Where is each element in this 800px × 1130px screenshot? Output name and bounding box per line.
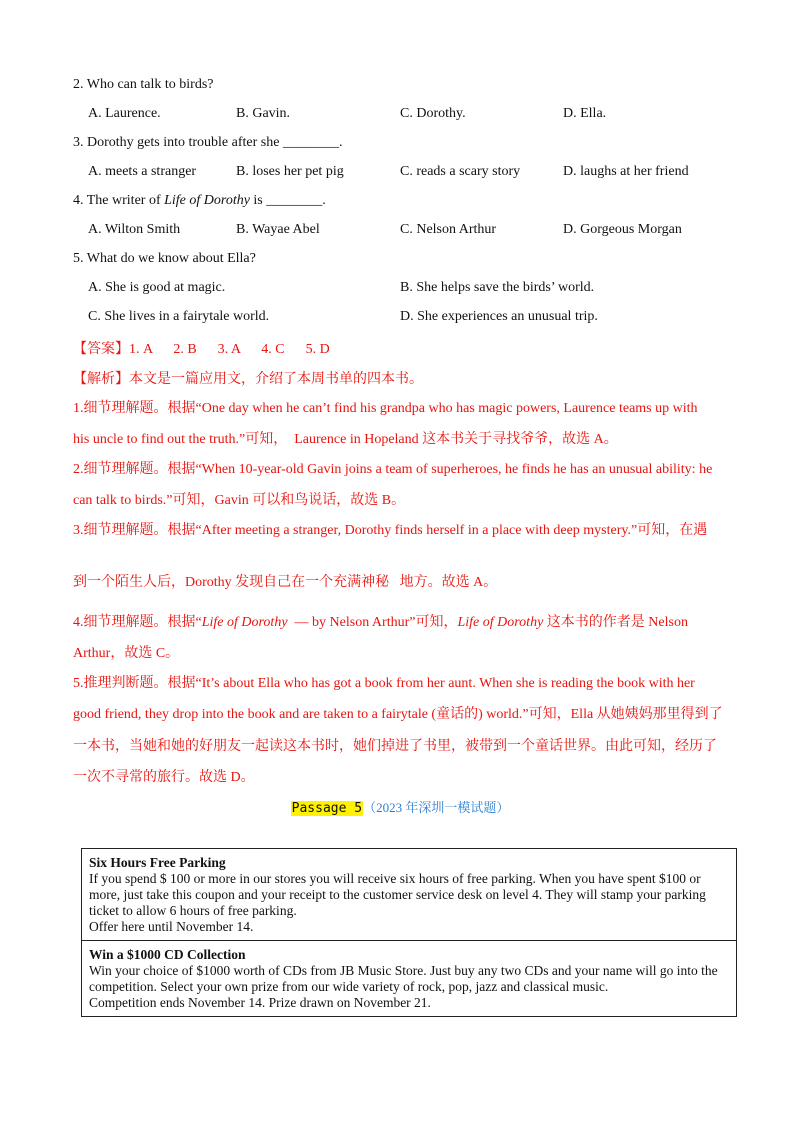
explanation-4-line-2: Arthur，故选 C。 xyxy=(73,646,180,661)
explanation-2-line-1: 2.细节理解题。根据“When 10-year-old Gavin joins a team of superheroes, he finds he has an unusual ability: he xyxy=(73,462,713,477)
question-3-stem: 3. Dorothy gets into trouble after she ________. xyxy=(73,135,343,150)
explanation-5-line-2: good friend, they drop into the book and are taken to a fairytale (童话的) world.”可知，Ella 从她姨妈那里得到了 xyxy=(73,707,723,722)
question-5-option-a: A. She is good at magic. xyxy=(88,280,226,295)
explanation-4-book-title: Life of Dorothy xyxy=(201,615,288,630)
question-2-option-a: A. Laurence. xyxy=(88,106,161,121)
explanation-5-line-3: 一本书，当她和她的好朋友一起读这本书时，她们掉进了书里，被带到一个童话世界。由此可知，经历了 xyxy=(73,739,717,754)
explanation-1-line-1: 1.细节理解题。根据“One day when he can’t find his grandpa who has magic powers, Laurence teams up with xyxy=(73,401,698,416)
explanation-5-line-4: 一次不寻常的旅行。故选 D。 xyxy=(73,770,255,785)
analysis-intro: 【解析】本文是一篇应用文，介绍了本周书单的四本书。 xyxy=(73,372,423,387)
explanation-3-line-1: 3.细节理解题。根据“After meeting a stranger, Dorothy finds herself in a place with deep mystery.”可知，在遇 xyxy=(73,523,708,538)
question-3-option-d: D. laughs at her friend xyxy=(563,164,689,179)
ad-cd-body: Win your choice of $1000 worth of CDs from JB Music Store. Just buy any two CDs and your name will go into the competition. Select your own prize from our wide variety of rock, pop, jazz and classical music. xyxy=(89,963,718,994)
ad-parking-body: If you spend $ 100 or more in our stores you will receive six hours of free parking. When you have spent $100 or more, just take this coupon and your receipt to the customer service desk on level 4. They will stamp your parking ticket to allow 6 hours of free parking. xyxy=(89,871,706,918)
question-4-stem xyxy=(73,193,326,209)
question-2-stem: 2. Who can talk to birds? xyxy=(73,77,214,92)
explanation-4-book-title-2: Life of Dorothy xyxy=(457,615,544,630)
question-2-option-c: C. Dorothy. xyxy=(400,106,466,121)
passage-label: Passage 5 xyxy=(291,801,363,816)
question-3-option-b: B. loses her pet pig xyxy=(236,164,344,179)
ad-cd-title: Win a $1000 CD Collection xyxy=(89,947,246,962)
explanation-4-mid: — by Nelson Arthur”可知， xyxy=(287,615,458,630)
question-2-option-b: B. Gavin. xyxy=(236,106,291,121)
ad-parking-note: Offer here until November 14. xyxy=(89,919,254,934)
explanation-4-post: 这本书的作者是 Nelson xyxy=(543,615,688,630)
explanation-1-line-2: his uncle to find out the truth.”可知， Laurence in Hopeland 这本书关于寻找爷爷，故选 A。 xyxy=(73,432,618,447)
question-4-option-c: C. Nelson Arthur xyxy=(400,222,497,237)
question-4-book-title: Life of Dorothy xyxy=(164,193,250,208)
ad-row-parking xyxy=(82,849,737,941)
ad-cd xyxy=(82,941,737,1017)
explanation-3-line-2: 到一个陌生人后，Dorothy 发现自己在一个充满神秘 地方。故选 A。 xyxy=(73,575,498,590)
question-5-option-b: B. She helps save the birds’ world. xyxy=(400,280,595,295)
explanation-4-line-1 xyxy=(73,611,688,631)
question-5-stem: 5. What do we know about Ella? xyxy=(73,251,256,266)
question-4-option-a: A. Wilton Smith xyxy=(88,222,181,237)
question-4-option-b: B. Wayae Abel xyxy=(236,222,320,237)
passage-source: （2023 年深圳一模试题） xyxy=(363,800,510,815)
explanation-4-pre: 4.细节理解题。根据“ xyxy=(73,615,202,630)
ad-parking-title: Six Hours Free Parking xyxy=(89,855,226,870)
explanation-2-line-2: can talk to birds.”可知，Gavin 可以和鸟说话，故选 B。 xyxy=(73,493,406,508)
question-5-option-c: C. She lives in a fairytale world. xyxy=(88,309,270,324)
explanation-5-line-1: 5.推理判断题。根据“It’s about Ella who has got a book from her aunt. When she is reading the book with her xyxy=(73,676,695,691)
question-4-stem-post: is ________. xyxy=(249,193,326,208)
ads-table xyxy=(81,848,737,1017)
question-3-option-c: C. reads a scary story xyxy=(400,164,521,179)
question-5-option-d: D. She experiences an unusual trip. xyxy=(400,309,598,324)
answer-key: 【答案】1. A 2. B 3. A 4. C 5. D xyxy=(73,342,330,357)
question-4-stem-pre: 4. The writer of xyxy=(73,193,165,208)
ad-row-cd xyxy=(82,941,737,1017)
question-4-option-d: D. Gorgeous Morgan xyxy=(563,222,682,237)
question-3-option-a: A. meets a stranger xyxy=(88,164,197,179)
ad-cd-note: Competition ends November 14. Prize drawn on November 21. xyxy=(89,995,431,1010)
question-2-option-d: D. Ella. xyxy=(563,106,607,121)
ad-parking xyxy=(82,849,737,941)
passage-heading xyxy=(0,797,800,817)
